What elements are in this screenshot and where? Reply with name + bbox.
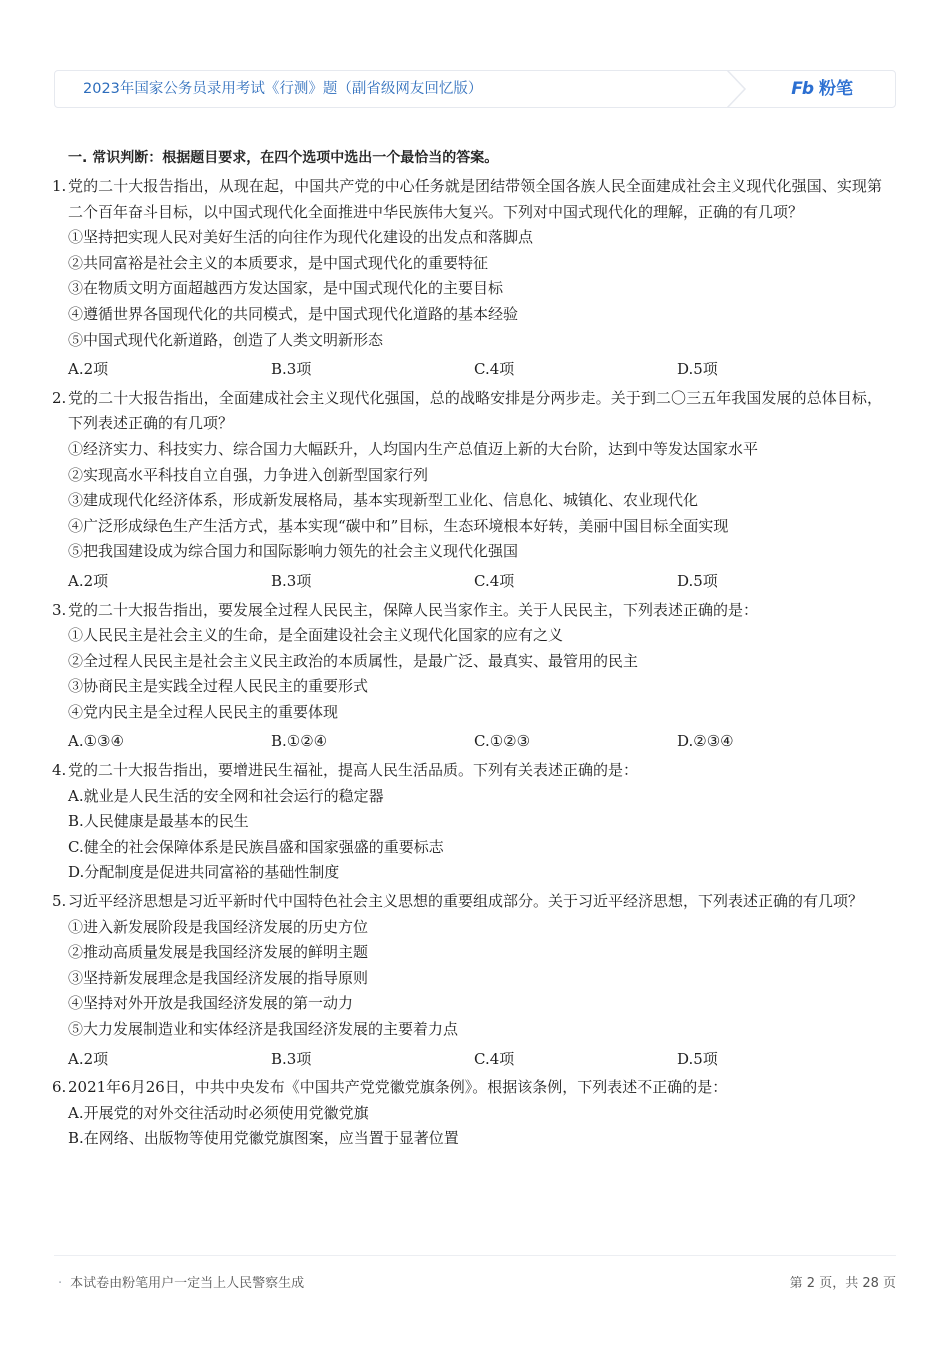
question-number: 4.: [52, 761, 67, 780]
question-number: 3.: [52, 600, 67, 619]
question-item: ③建成现代化经济体系，形成新发展格局，基本实现新型工业化、信息化、城镇化、农业现代化: [68, 491, 699, 510]
answer-choices: [52, 1047, 882, 1073]
question-item: ①坚持把实现人民对美好生活的向往作为现代化建设的出发点和落脚点: [68, 228, 534, 247]
question: [52, 1075, 882, 1152]
document-title: 2023年国家公务员录用考试《行测》题（副省级网友回忆版）: [83, 81, 483, 97]
section-heading: 一. 常识判断：根据题目要求，在四个选项中选出一个最恰当的答案。: [68, 150, 499, 166]
question-item: ③坚持新发展理念是我国经济发展的指导原则: [68, 968, 369, 987]
chevron-divider-icon: [725, 70, 747, 108]
question-item: ①人民民主是社会主义的生命，是全面建设社会主义现代化国家的应有之义: [68, 626, 564, 645]
question-item: ②推动高质量发展是我国经济发展的鲜明主题: [68, 943, 369, 962]
question-item: ③协商民主是实践全过程人民民主的重要形式: [68, 677, 369, 696]
question-item: ②共同富裕是社会主义的本质要求，是中国式现代化的重要特征: [68, 253, 489, 272]
question: [52, 758, 882, 886]
answer-option: A.2项: [68, 571, 109, 590]
footer-note-text: 本试卷由粉笔用户一定当上人民警察生成: [70, 1276, 305, 1291]
question-item: ⑤大力发展制造业和实体经济是我国经济发展的主要着力点: [68, 1020, 459, 1038]
question-text: 党的二十大报告指出，从现在起，中国共产党的中心任务就是团结带领全国各族人民全面建成社会主义现代化强国、实现第二个百年奋斗目标，以中国式现代化全面推进中华民族伟大复兴。下列对中国式现代化的理解，正确的有几项？: [68, 177, 882, 221]
question-list: [52, 174, 882, 1155]
question-text: 党的二十大报告指出，要增进民生福祉，提高人民生活品质。下列有关表述正确的是：: [68, 761, 639, 780]
question: [52, 174, 882, 383]
page-indicator: 第 2 页，共 28 页: [789, 1276, 896, 1291]
question-item: B.在网络、出版物等使用党徽党旗图案，应当置于显著位置: [68, 1129, 459, 1148]
answer-option: C.4项: [474, 1049, 515, 1068]
question-item: ①进入新发展阶段是我国经济发展的历史方位: [68, 917, 369, 936]
question-item: ②全过程人民民主是社会主义民主政治的本质属性，是最广泛、最真实、最管用的民主: [68, 651, 639, 670]
question-item: ③在物质文明方面超越西方发达国家，是中国式现代化的主要目标: [68, 279, 504, 298]
question-number: 2.: [52, 388, 67, 407]
question-item: ①经济实力、科技实力、综合国力大幅跃升，人均国内生产总值迈上新的大台阶，达到中等发达国家水平: [68, 439, 759, 458]
answer-option: A.①③④: [68, 732, 124, 751]
answer-option: A.2项: [68, 1049, 109, 1068]
question-item: ⑤把我国建设成为综合国力和国际影响力领先的社会主义现代化强国: [68, 542, 519, 561]
fenbi-logo: [791, 71, 853, 107]
question-item: A.开展党的对外交往活动时必须使用党徽党旗: [68, 1103, 369, 1122]
footer-divider: [54, 1255, 896, 1256]
answer-option: D.5项: [677, 571, 718, 590]
question-stem: [52, 174, 882, 225]
question: [52, 889, 882, 1072]
question: [52, 386, 882, 595]
fenbi-logo-icon: Fb: [791, 79, 813, 99]
question-stem: [52, 598, 882, 624]
question-number: 6.: [52, 1078, 67, 1097]
answer-option: D.5项: [677, 1049, 718, 1068]
answer-option: B.①②④: [271, 732, 328, 751]
answer-choices: [52, 569, 882, 595]
question-item: ④广泛形成绿色生产生活方式，基本实现“碳中和”目标，生态环境根本好转，美丽中国目标全面实现: [68, 516, 729, 535]
question-number: 1.: [52, 177, 67, 195]
bullet-icon: ·: [58, 1276, 63, 1291]
question-text: 党的二十大报告指出，全面建成社会主义现代化强国，总的战略安排是分两步走。关于到二〇三五年我国发展的总体目标，下列表述正确的有几项？: [68, 388, 882, 433]
question-item: D.分配制度是促进共同富裕的基础性制度: [68, 863, 340, 882]
question-text: 党的二十大报告指出，要发展全过程人民民主，保障人民当家作主。关于人民民主，下列表述正确的是：: [68, 600, 759, 619]
question-item: B.人民健康是最基本的民生: [68, 812, 249, 831]
question-stem: [52, 889, 882, 915]
question-item: A.就业是人民生活的安全网和社会运行的稳定器: [68, 786, 384, 805]
answer-option: B.3项: [271, 571, 312, 590]
question-item: ④遵循世界各国现代化的共同模式，是中国式现代化道路的基本经验: [68, 304, 519, 323]
document-header: [54, 70, 896, 108]
question-item: ④坚持对外开放是我国经济发展的第一动力: [68, 994, 354, 1013]
answer-option: D.②③④: [677, 732, 734, 751]
question-item: C.健全的社会保障体系是民族昌盛和国家强盛的重要标志: [68, 837, 444, 856]
question-number: 5.: [52, 892, 67, 911]
question-item: ⑤中国式现代化新道路，创造了人类文明新形态: [68, 330, 384, 349]
question-item: ④党内民主是全过程人民民主的重要体现: [68, 702, 339, 721]
answer-choices: [52, 729, 882, 755]
answer-choices: [52, 357, 882, 383]
answer-option: C.4项: [474, 571, 515, 590]
answer-option: D.5项: [677, 360, 718, 379]
answer-option: A.2项: [68, 360, 109, 379]
question: [52, 598, 882, 756]
answer-option: C.①②③: [474, 732, 531, 751]
question-stem: [52, 386, 882, 437]
fenbi-logo-text: 粉笔: [819, 79, 853, 99]
question-item: ②实现高水平科技自立自强，力争进入创新型国家行列: [68, 465, 429, 484]
answer-option: C.4项: [474, 360, 515, 379]
footer-note: [58, 1272, 304, 1291]
question-stem: [52, 1075, 882, 1101]
answer-option: B.3项: [271, 1049, 312, 1068]
answer-option: B.3项: [271, 360, 312, 379]
question-stem: [52, 758, 882, 784]
question-text: 2021年6月26日，中共中央发布《中国共产党党徽党旗条例》。根据该条例，下列表述不正确的是：: [68, 1078, 728, 1097]
question-text: 习近平经济思想是习近平新时代中国特色社会主义思想的重要组成部分。关于习近平经济思想，下列表述正确的有几项？: [68, 892, 864, 911]
